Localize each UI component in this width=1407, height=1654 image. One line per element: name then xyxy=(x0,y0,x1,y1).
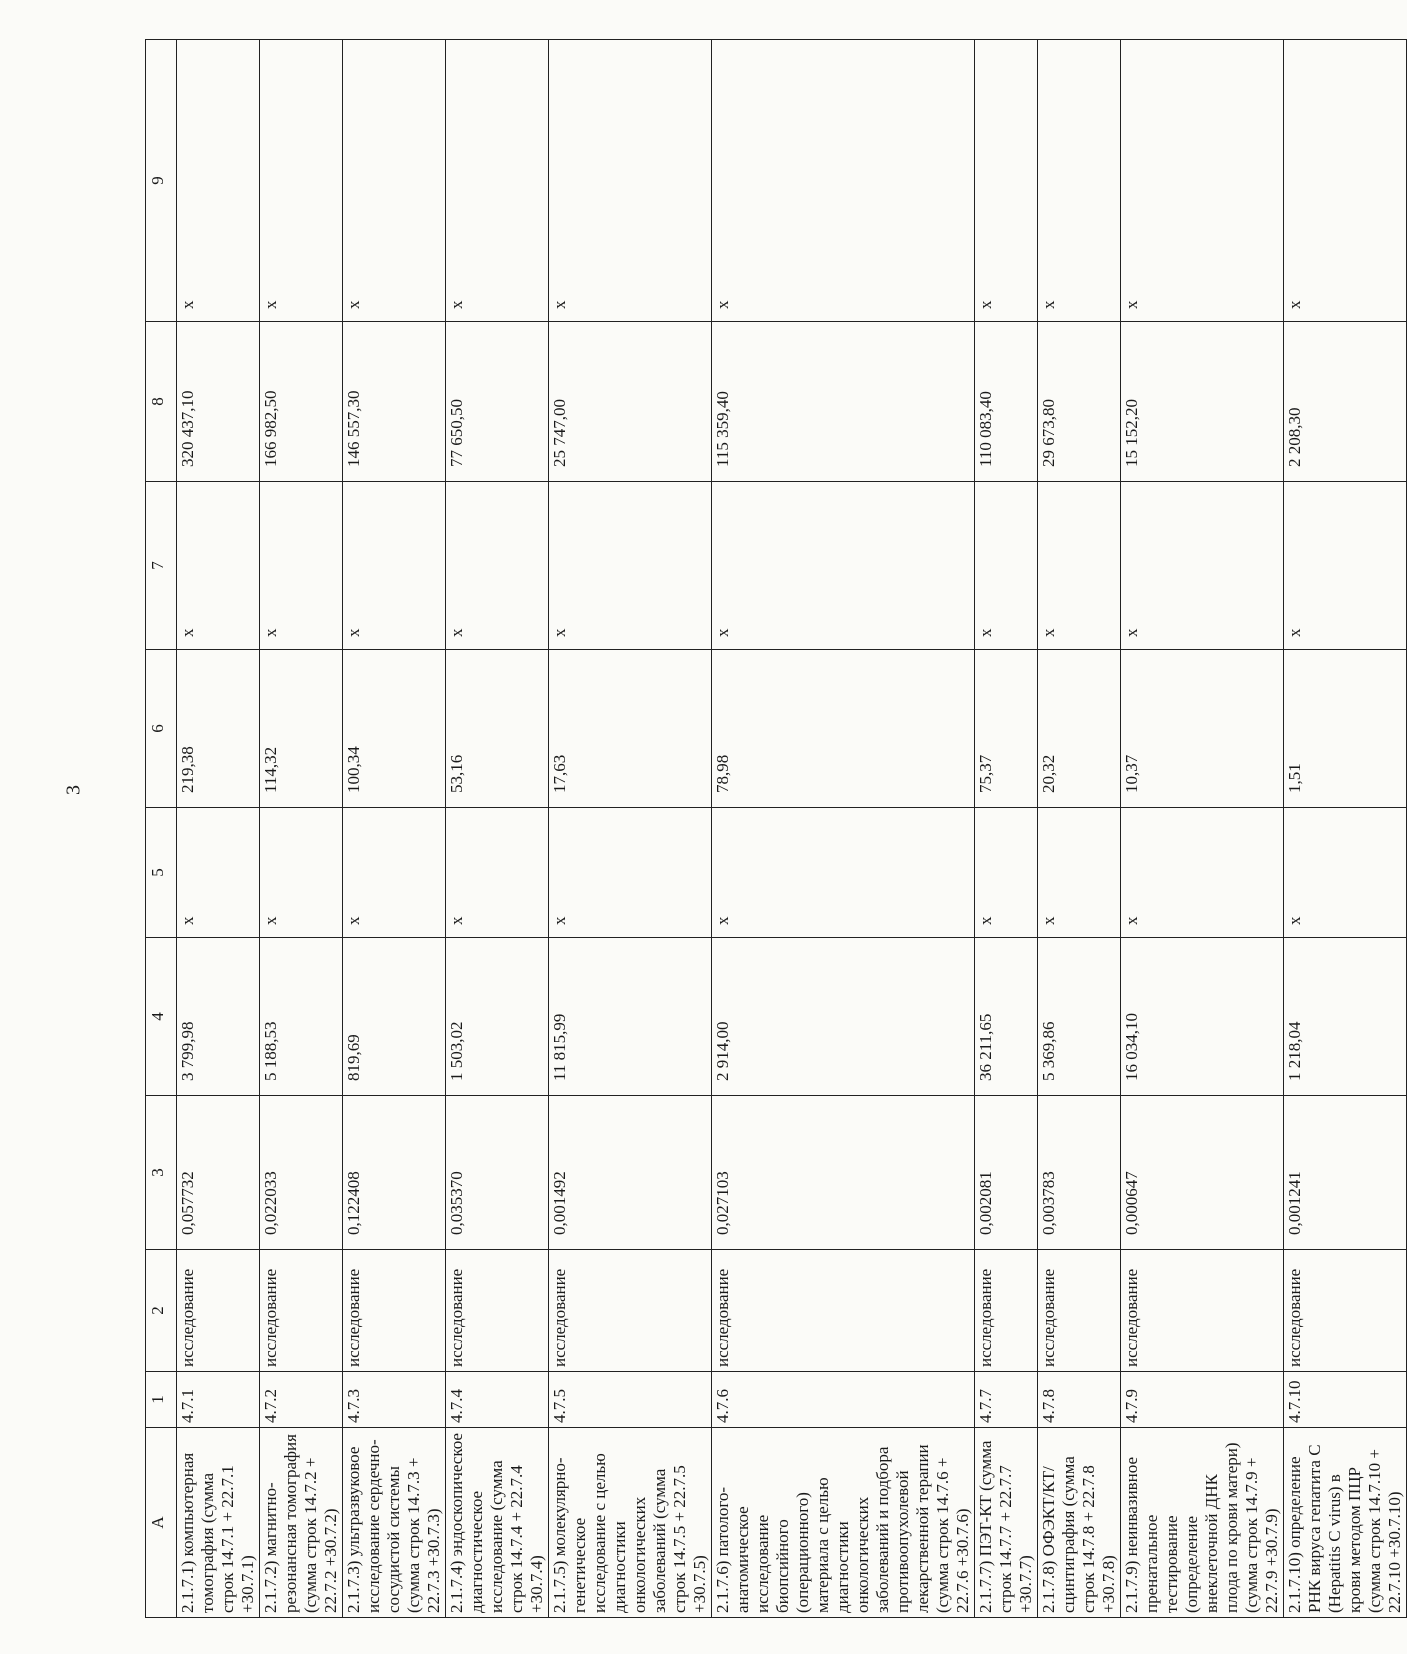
cell-col4: 3 799,98 xyxy=(177,938,260,1096)
cell-col8: 77 650,50 xyxy=(446,322,549,482)
col-header-3: 3 xyxy=(146,1096,177,1250)
cell-col9: х xyxy=(260,40,343,322)
cell-line-code: 4.7.6 xyxy=(712,1372,975,1428)
cell-col4: 819,69 xyxy=(343,938,446,1096)
table-row xyxy=(1038,40,1121,1618)
cell-col4: 5 369,86 xyxy=(1038,938,1121,1096)
cell-unit: исследование xyxy=(177,1250,260,1372)
cell-col9: х xyxy=(1121,40,1284,322)
col-header-2: 2 xyxy=(146,1250,177,1372)
cell-col3: 0,000647 xyxy=(1121,1096,1284,1250)
cell-col3: 0,022033 xyxy=(260,1096,343,1250)
cell-unit: исследование xyxy=(1284,1250,1407,1372)
cell-name: 2.1.7.4) эндоскопическое диагностическое исследование (сумма строк 14.7.4 + 22.7.4 +30.7.4) xyxy=(446,1428,549,1618)
col-header-9: 9 xyxy=(146,40,177,322)
cell-col8: 110 083,40 xyxy=(975,322,1038,482)
cell-col3: 0,001492 xyxy=(549,1096,712,1250)
cell-name: 2.1.7.7) ПЭТ-КТ (сумма строк 14.7.7 + 22.7.7 +30.7.7) xyxy=(975,1428,1038,1618)
data-table xyxy=(145,39,1407,1618)
cell-col4: 2 914,00 xyxy=(712,938,975,1096)
cell-col7: х xyxy=(712,482,975,650)
cell-col3: 0,027103 xyxy=(712,1096,975,1250)
cell-col5: х xyxy=(1121,808,1284,938)
cell-col9: х xyxy=(975,40,1038,322)
table-row xyxy=(712,40,975,1618)
cell-col6: 53,16 xyxy=(446,650,549,808)
col-header-7: 7 xyxy=(146,482,177,650)
cell-name: 2.1.7.10) определение РНК вируса гепатита С (Hepatitis C virus) в крови методом ПЦР (сумма строк 14.7.10 + 22.7.10 +30.7.10) xyxy=(1284,1428,1407,1618)
rotated-sheet xyxy=(145,40,1404,1618)
cell-col3: 0,122408 xyxy=(343,1096,446,1250)
col-header-1: 1 xyxy=(146,1372,177,1428)
cell-col6: 219,38 xyxy=(177,650,260,808)
col-header-8: 8 xyxy=(146,322,177,482)
cell-line-code: 4.7.5 xyxy=(549,1372,712,1428)
cell-unit: исследование xyxy=(1121,1250,1284,1372)
cell-line-code: 4.7.7 xyxy=(975,1372,1038,1428)
page-number: 3 xyxy=(62,785,85,795)
cell-unit: исследование xyxy=(1038,1250,1121,1372)
cell-name: 2.1.7.6) патолого-анатомическое исследование биопсийного (операционного) материала с целью диагностики онкологических заболеваний и подбора противоопухолевой лекарственной терапии (сумма строк 14.7.6 + 22.7.6 +30.7.6) xyxy=(712,1428,975,1618)
cell-col3: 0,003783 xyxy=(1038,1096,1121,1250)
cell-col8: 320 437,10 xyxy=(177,322,260,482)
cell-col3: 0,001241 xyxy=(1284,1096,1407,1250)
cell-name: 2.1.7.2) магнитно-резонансная томография (сумма строк 14.7.2 + 22.7.2 +30.7.2) xyxy=(260,1428,343,1618)
cell-col9: х xyxy=(712,40,975,322)
table-row xyxy=(177,40,260,1618)
cell-col8: 25 747,00 xyxy=(549,322,712,482)
cell-unit: исследование xyxy=(712,1250,975,1372)
cell-col8: 29 673,80 xyxy=(1038,322,1121,482)
cell-col8: 146 557,30 xyxy=(343,322,446,482)
cell-col7: х xyxy=(343,482,446,650)
cell-col6: 78,98 xyxy=(712,650,975,808)
cell-col9: х xyxy=(1038,40,1121,322)
cell-col4: 5 188,53 xyxy=(260,938,343,1096)
cell-col9: х xyxy=(1284,40,1407,322)
cell-col5: х xyxy=(260,808,343,938)
cell-line-code: 4.7.3 xyxy=(343,1372,446,1428)
cell-col6: 10,37 xyxy=(1121,650,1284,808)
cell-col5: х xyxy=(343,808,446,938)
table-row xyxy=(1121,40,1284,1618)
table-row xyxy=(260,40,343,1618)
cell-line-code: 4.7.10 xyxy=(1284,1372,1407,1428)
cell-col3: 0,035370 xyxy=(446,1096,549,1250)
cell-col5: х xyxy=(712,808,975,938)
cell-col8: 115 359,40 xyxy=(712,322,975,482)
cell-col7: х xyxy=(1038,482,1121,650)
cell-name: 2.1.7.9) неинвазивное пренатальное тестирование (определение внеклеточной ДНК плода по крови матери) (сумма строк 14.7.9 + 22.7.9 +30.7.9) xyxy=(1121,1428,1284,1618)
col-header-6: 6 xyxy=(146,650,177,808)
cell-col6: 75,37 xyxy=(975,650,1038,808)
header-row xyxy=(146,40,177,1618)
cell-col5: х xyxy=(1284,808,1407,938)
col-header-a: A xyxy=(146,1428,177,1618)
cell-col7: х xyxy=(446,482,549,650)
cell-col9: х xyxy=(177,40,260,322)
cell-line-code: 4.7.8 xyxy=(1038,1372,1121,1428)
cell-col4: 11 815,99 xyxy=(549,938,712,1096)
cell-line-code: 4.7.1 xyxy=(177,1372,260,1428)
table-row xyxy=(343,40,446,1618)
cell-col7: х xyxy=(260,482,343,650)
cell-col8: 166 982,50 xyxy=(260,322,343,482)
table-row xyxy=(975,40,1038,1618)
cell-unit: исследование xyxy=(260,1250,343,1372)
cell-col7: х xyxy=(549,482,712,650)
cell-col4: 16 034,10 xyxy=(1121,938,1284,1096)
cell-col9: х xyxy=(343,40,446,322)
cell-col5: х xyxy=(177,808,260,938)
table-row xyxy=(549,40,712,1618)
cell-col7: х xyxy=(1121,482,1284,650)
table-row xyxy=(446,40,549,1618)
cell-unit: исследование xyxy=(343,1250,446,1372)
col-header-5: 5 xyxy=(146,808,177,938)
cell-name: 2.1.7.5) молекулярно-генетическое исследование с целью диагностики онкологических заболеваний (сумма строк 14.7.5 + 22.7.5 +30.7.5) xyxy=(549,1428,712,1618)
cell-col6: 114,32 xyxy=(260,650,343,808)
cell-unit: исследование xyxy=(446,1250,549,1372)
cell-col8: 2 208,30 xyxy=(1284,322,1407,482)
cell-col4: 1 503,02 xyxy=(446,938,549,1096)
cell-line-code: 4.7.9 xyxy=(1121,1372,1284,1428)
cell-line-code: 4.7.2 xyxy=(260,1372,343,1428)
cell-unit: исследование xyxy=(549,1250,712,1372)
cell-unit: исследование xyxy=(975,1250,1038,1372)
cell-col3: 0,002081 xyxy=(975,1096,1038,1250)
cell-col9: х xyxy=(446,40,549,322)
cell-col9: х xyxy=(549,40,712,322)
cell-col5: х xyxy=(1038,808,1121,938)
cell-col7: х xyxy=(1284,482,1407,650)
cell-col4: 1 218,04 xyxy=(1284,938,1407,1096)
cell-col5: х xyxy=(975,808,1038,938)
col-header-4: 4 xyxy=(146,938,177,1096)
cell-name: 2.1.7.8) ОФЭКТ/КТ/сцинтиграфия (сумма строк 14.7.8 + 22.7.8 +30.7.8) xyxy=(1038,1428,1121,1618)
cell-col6: 1,51 xyxy=(1284,650,1407,808)
cell-col5: х xyxy=(446,808,549,938)
cell-col7: х xyxy=(975,482,1038,650)
table-row xyxy=(1284,40,1407,1618)
cell-col6: 100,34 xyxy=(343,650,446,808)
cell-line-code: 4.7.4 xyxy=(446,1372,549,1428)
cell-col7: х xyxy=(177,482,260,650)
cell-col5: х xyxy=(549,808,712,938)
cell-col6: 17,63 xyxy=(549,650,712,808)
cell-name: 2.1.7.3) ультразвуковое исследование сердечно-сосудистой системы (сумма строк 14.7.3 + 22.7.3 +30.7.3) xyxy=(343,1428,446,1618)
cell-col8: 15 152,20 xyxy=(1121,322,1284,482)
cell-name: 2.1.7.1) компьютерная томография (сумма строк 14.7.1 + 22.7.1 +30.7.1) xyxy=(177,1428,260,1618)
cell-col6: 20,32 xyxy=(1038,650,1121,808)
cell-col3: 0,057732 xyxy=(177,1096,260,1250)
cell-col4: 36 211,65 xyxy=(975,938,1038,1096)
